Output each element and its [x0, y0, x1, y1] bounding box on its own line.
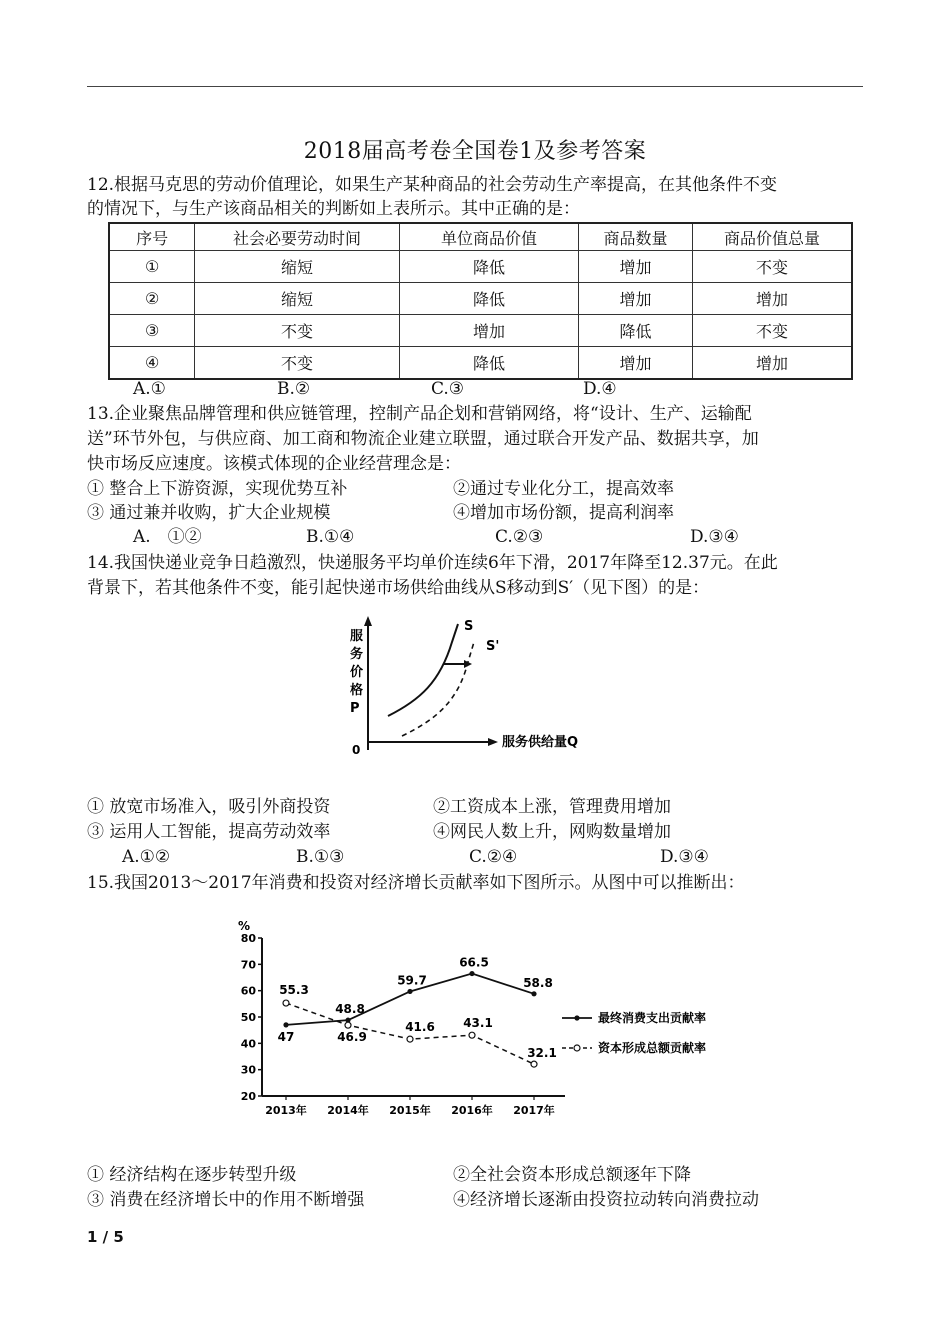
- table-cell: 增加: [579, 251, 693, 283]
- q14-stem-line-2: 背景下，若其他条件不变，能引起快递市场供给曲线从S移动到S′（见下图）的是：: [87, 578, 710, 598]
- legend-consumption-marker: [574, 1015, 579, 1020]
- table-cell: 降低: [399, 347, 579, 380]
- q14-item-1: ① 放宽市场准入，吸引外商投资: [87, 797, 331, 817]
- investment-data-label: 32.1: [527, 1046, 557, 1061]
- q15-stem: 15.我国2013～2017年消费和投资对经济增长贡献率如下图所示。从图中可以推断出：: [87, 873, 745, 893]
- y-label-char: 服: [350, 629, 364, 644]
- q14-option-d: D.③④: [660, 847, 709, 867]
- q12-table: [108, 222, 853, 380]
- table-header-cell: 序号: [109, 223, 195, 251]
- table-cell: 降低: [399, 283, 579, 315]
- y-label-char: 格: [350, 683, 364, 698]
- table-cell: 增加: [579, 283, 693, 315]
- investment-data-point: [531, 1061, 537, 1067]
- q13-stem-line-2: 送”环节外包，与供应商、加工商和物流企业建立联盟，通过联合开发产品、数据共享，加: [87, 429, 759, 449]
- investment-data-point: [283, 1000, 289, 1006]
- table-cell: 降低: [399, 251, 579, 283]
- curve-s-label: S: [464, 619, 474, 634]
- legend-investment-label: 资本形成总额贡献率: [598, 1041, 707, 1055]
- y-tick-label: 60: [240, 984, 256, 998]
- q12-option-c: C.③: [431, 379, 465, 399]
- consumption-data-label: 59.7: [397, 973, 427, 988]
- table-cell: 不变: [692, 315, 852, 347]
- curve-s-prime-label: S': [486, 639, 500, 654]
- q14-item-3: ③ 运用人工智能，提高劳动效率: [87, 822, 331, 842]
- consumption-data-point: [469, 971, 474, 976]
- q13-option-c: C.②③: [495, 527, 544, 547]
- table-cell: ②: [109, 283, 195, 315]
- table-row: [109, 283, 852, 315]
- y-tick-label: 30: [240, 1063, 256, 1077]
- table-cell: 增加: [692, 283, 852, 315]
- consumption-data-point: [407, 989, 412, 994]
- y-tick-label: 80: [240, 932, 256, 945]
- y-axis-arrow: [364, 616, 372, 626]
- investment-data-label: 41.6: [405, 1020, 435, 1035]
- table-cell: 增加: [692, 347, 852, 380]
- q13-item-4: ④增加市场份额，提高利润率: [453, 503, 674, 523]
- investment-data-label: 46.9: [337, 1030, 367, 1045]
- page-number: 1 / 5: [87, 1228, 124, 1246]
- q15-item-1: ① 经济结构在逐步转型升级: [87, 1165, 297, 1185]
- investment-data-point: [407, 1036, 413, 1042]
- x-tick-label: 2017年: [513, 1104, 555, 1117]
- table-row: [109, 251, 852, 283]
- y-label-char: 价: [350, 665, 364, 680]
- q12-option-a: A.①: [133, 379, 166, 399]
- legend-consumption-label: 最终消费支出贡献率: [598, 1011, 707, 1025]
- q15-item-2: ②全社会资本形成总额逐年下降: [453, 1165, 691, 1185]
- x-axis-label: 服务供给量Q: [502, 735, 579, 750]
- header-rule: [87, 86, 863, 87]
- table-cell: 降低: [579, 315, 693, 347]
- consumption-data-point: [283, 1022, 288, 1027]
- x-axis-arrow: [488, 738, 498, 746]
- table-header-cell: 单位商品价值: [399, 223, 579, 251]
- q14-stem-line-1: 14.我国快递业竞争日趋激烈，快递服务平均单价连续6年下滑，2017年降至12.37元。在此: [87, 553, 778, 573]
- y-tick-label: 20: [240, 1090, 256, 1103]
- x-tick-label: 2016年: [451, 1104, 493, 1117]
- q12-stem-line-2: 的情况下，与生产该商品相关的判断如上表所示。其中正确的是：: [87, 199, 580, 219]
- consumption-data-label: 48.8: [335, 1002, 365, 1017]
- table-header-cell: 商品价值总量: [692, 223, 852, 251]
- table-cell: 不变: [195, 347, 399, 380]
- investment-data-label: 43.1: [463, 1016, 493, 1031]
- legend-investment-marker: [574, 1045, 580, 1051]
- table-cell: 增加: [399, 315, 579, 347]
- consumption-data-label: 58.8: [523, 975, 553, 990]
- q12-stem-line-1: 12.根据马克思的劳动价值理论，如果生产某种商品的社会劳动生产率提高，在其他条件不变: [87, 175, 778, 195]
- investment-data-point: [469, 1032, 475, 1038]
- x-tick-label: 2013年: [265, 1104, 307, 1117]
- table-cell: ④: [109, 347, 195, 380]
- investment-data-point: [345, 1022, 351, 1028]
- table-cell: ③: [109, 315, 195, 347]
- table-cell: 缩短: [195, 283, 399, 315]
- q13-option-b: B.①④: [306, 527, 355, 547]
- x-tick-label: 2014年: [327, 1104, 369, 1117]
- q13-stem-line-1: 13.企业聚焦品牌管理和供应链管理，控制产品企划和营销网络，将“设计、生产、运输配: [87, 404, 752, 424]
- table-header-cell: 社会必要劳动时间: [195, 223, 399, 251]
- x-tick-label: 2015年: [389, 1104, 431, 1117]
- origin-label: 0: [352, 743, 361, 757]
- table-cell: ①: [109, 251, 195, 283]
- q13-item-3: ③ 通过兼并收购，扩大企业规模: [87, 503, 331, 523]
- page-title: 2018届高考卷全国卷1及参考答案: [303, 139, 647, 164]
- consumption-data-point: [531, 991, 536, 996]
- q15-item-3: ③ 消费在经济增长中的作用不断增强: [87, 1190, 365, 1210]
- q12-option-b: B.②: [277, 379, 311, 399]
- q13-option-a: A. ①②: [133, 527, 202, 547]
- y-tick-label: 40: [240, 1037, 256, 1051]
- q14-option-c: C.②④: [469, 847, 518, 867]
- contribution-rate-chart: [220, 910, 720, 1125]
- y-unit-label: %: [238, 919, 251, 933]
- q13-option-d: D.③④: [690, 527, 739, 547]
- table-cell: 增加: [579, 347, 693, 380]
- q14-item-4: ④网民人数上升，网购数量增加: [433, 822, 671, 842]
- table-row: [109, 347, 852, 380]
- table-row: [109, 315, 852, 347]
- table-cell: 不变: [692, 251, 852, 283]
- table-cell: 不变: [195, 315, 399, 347]
- q13-stem-line-3: 快市场反应速度。该模式体现的企业经营理念是：: [87, 454, 461, 474]
- q14-option-b: B.①③: [296, 847, 345, 867]
- supply-curve-s-prime: [402, 642, 474, 736]
- q13-item-2: ②通过专业化分工，提高效率: [453, 479, 674, 499]
- q14-item-2: ②工资成本上涨，管理费用增加: [433, 797, 671, 817]
- y-tick-label: 70: [240, 958, 256, 972]
- q15-item-4: ④经济增长逐渐由投资拉动转向消费拉动: [453, 1190, 759, 1210]
- supply-curve-s: [388, 624, 458, 716]
- q13-item-1: ① 整合上下游资源，实现优势互补: [87, 479, 348, 499]
- table-header-row: [109, 223, 852, 251]
- y-label-char: P: [350, 701, 360, 716]
- table-header-cell: 商品数量: [579, 223, 693, 251]
- investment-data-label: 55.3: [279, 983, 309, 998]
- q14-option-a: A.①②: [122, 847, 171, 867]
- y-tick-label: 50: [240, 1011, 256, 1024]
- y-label-char: 务: [350, 647, 364, 662]
- q12-option-d: D.④: [583, 379, 617, 399]
- consumption-data-label: 47: [277, 1029, 295, 1044]
- table-cell: 缩短: [195, 251, 399, 283]
- supply-curve-figure: [340, 612, 620, 772]
- consumption-data-label: 66.5: [459, 955, 489, 970]
